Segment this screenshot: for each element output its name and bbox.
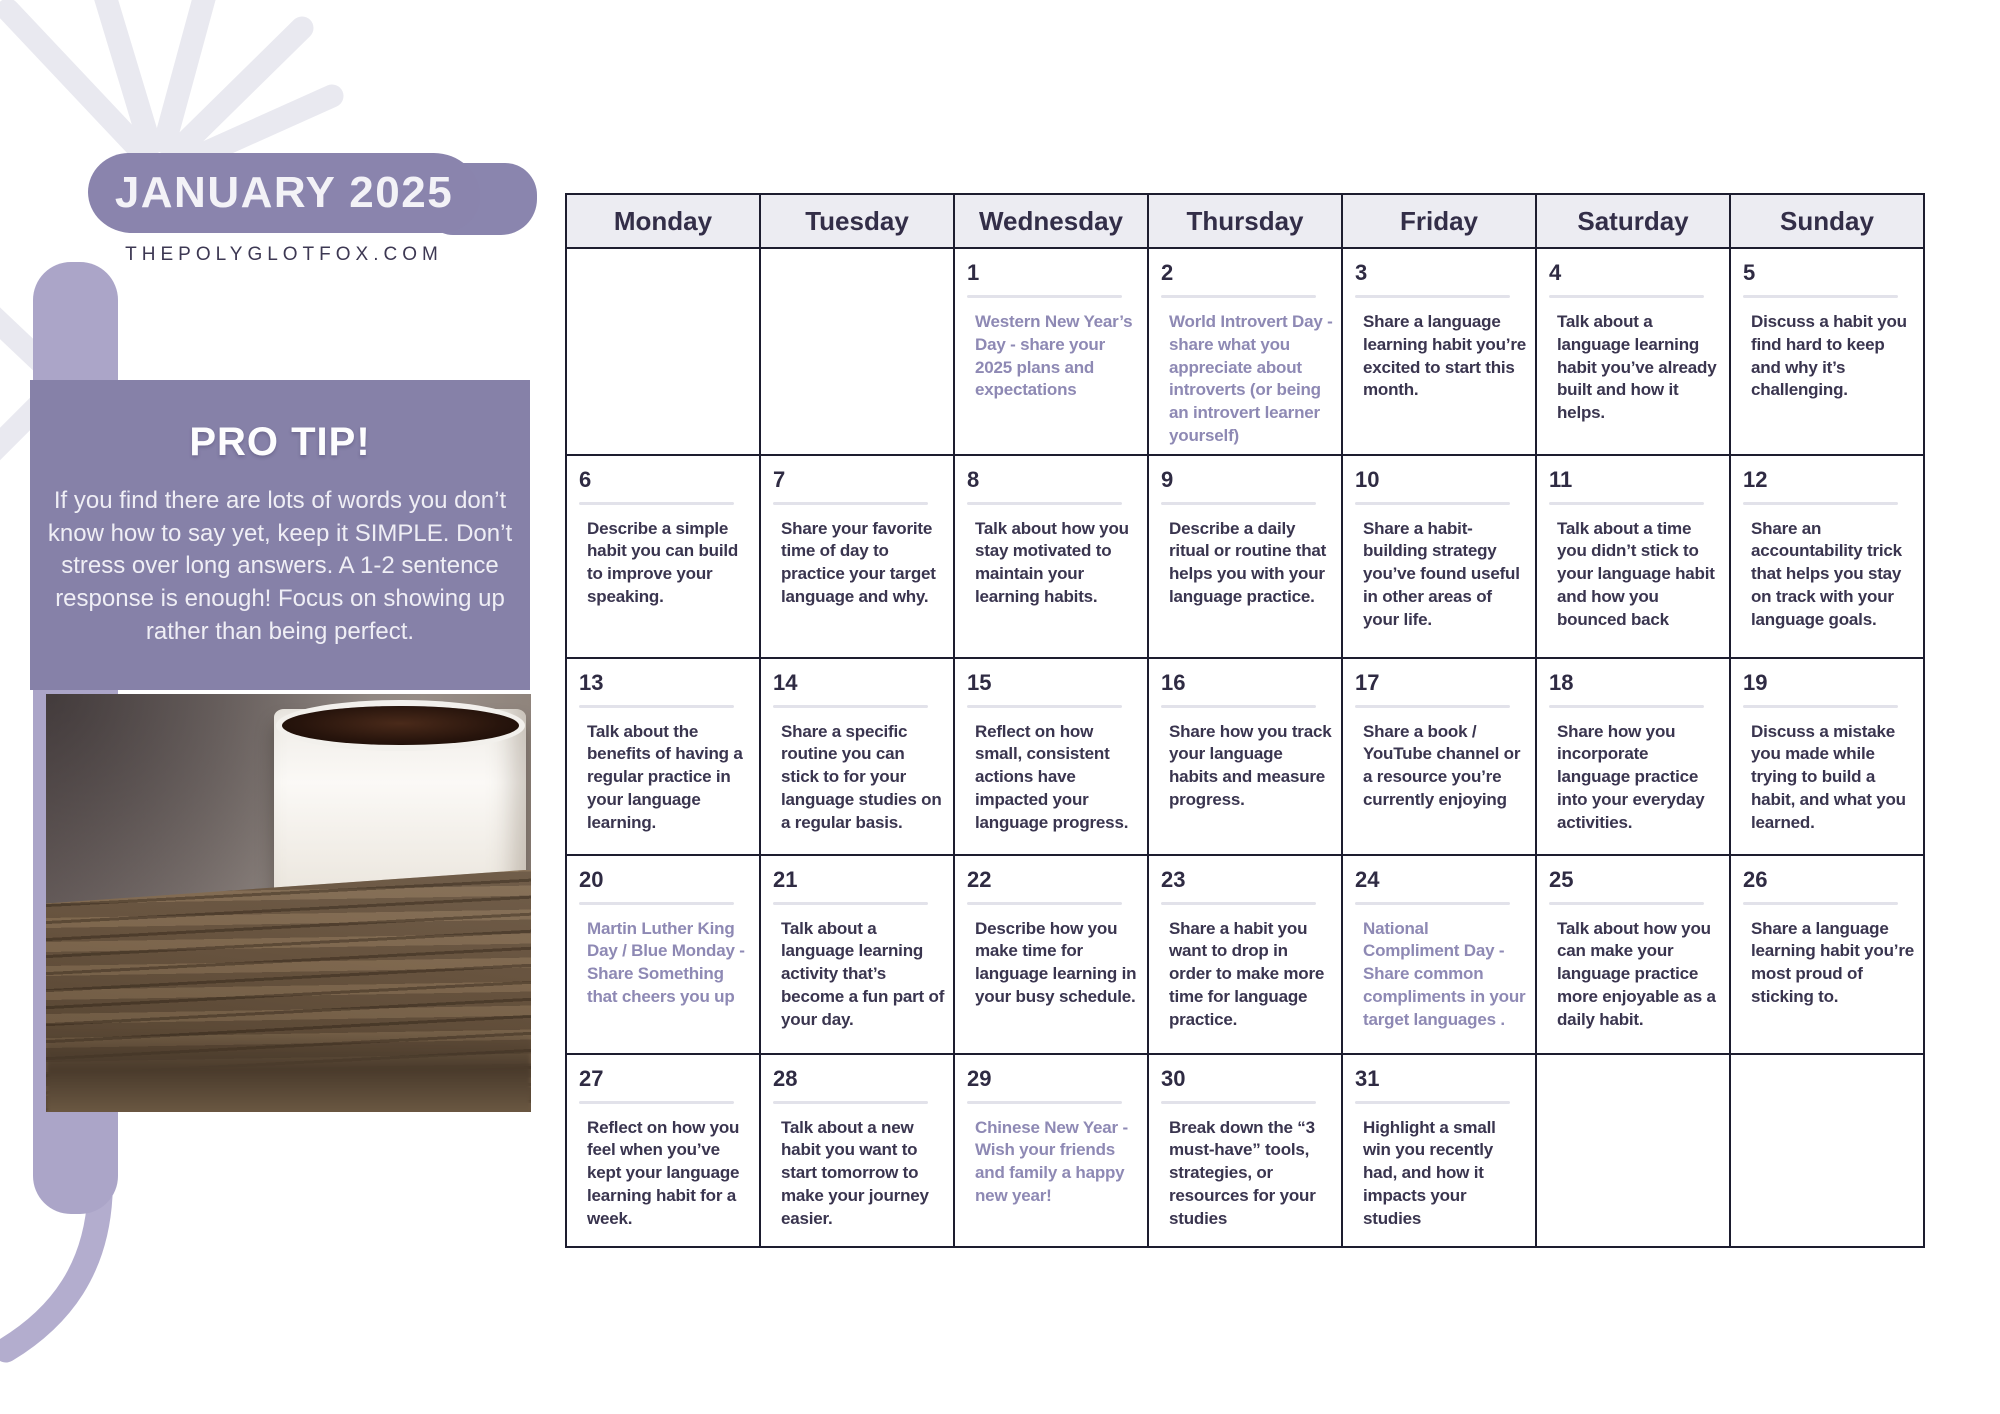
prompt-text: Chinese New Year - Wish your friends and family a happy new year!	[975, 1117, 1128, 1205]
prompt-text: Share a language learning habit you’re excited to start this month.	[1363, 312, 1526, 400]
calendar-cell-jan28	[760, 1054, 954, 1247]
pro-tip-body: If you find there are lots of words you don’t know how to say yet, keep it SIMPLE. Don’t stress over long answers. A 1-2 sentence response is enough! Focus on showing up rather than being perfect.	[47, 487, 513, 645]
calendar-cell-jan11	[1536, 455, 1730, 658]
prompt-text: Martin Luther King Day / Blue Monday - Share Something that cheers you up	[587, 918, 745, 1006]
date-divider	[579, 502, 734, 505]
date-divider	[1549, 502, 1704, 505]
date-divider	[967, 902, 1122, 905]
calendar-cell-jan18	[1536, 658, 1730, 855]
calendar-cell-jan6	[566, 455, 760, 658]
calendar-cell-jan21	[760, 855, 954, 1054]
calendar-cell-jan8	[954, 455, 1148, 658]
calendar-cell-jan15	[954, 658, 1148, 855]
date-divider	[1549, 295, 1704, 298]
date-number: 11	[1549, 466, 1573, 492]
date-divider	[1355, 502, 1510, 505]
date-divider	[1355, 902, 1510, 905]
day-header-row	[566, 194, 1924, 248]
prompt-text: Share a language learning habit you’re most proud of sticking to.	[1751, 918, 1914, 1006]
date-divider	[1161, 705, 1316, 708]
date-divider	[967, 705, 1122, 708]
calendar-cell-jan29	[954, 1054, 1148, 1247]
calendar-cell-jan27	[566, 1054, 760, 1247]
date-divider	[967, 502, 1122, 505]
date-number: 31	[1355, 1065, 1380, 1091]
prompt-text: Talk about a new habit you want to start tomorrow to make your journey easier.	[781, 1117, 929, 1228]
day-header-monday: Monday	[566, 194, 760, 248]
week-row	[566, 455, 1924, 658]
calendar-table	[565, 193, 1925, 1248]
day-header-sunday: Sunday	[1730, 194, 1924, 248]
prompt-text: Describe a simple habit you can build to improve your speaking.	[587, 518, 739, 606]
calendar-cell-jan9	[1148, 455, 1342, 658]
calendar-cell-jan31	[1342, 1054, 1536, 1247]
calendar-cell-jan1	[954, 248, 1148, 455]
prompt-text: Describe how you make time for language learning in your busy schedule.	[975, 918, 1137, 1006]
date-number: 17	[1355, 669, 1380, 695]
calendar-cell-jan30	[1148, 1054, 1342, 1247]
prompt-text: Western New Year’s Day - share your 2025 plans and expectations	[975, 312, 1133, 400]
date-divider	[967, 295, 1122, 298]
date-divider	[579, 902, 734, 905]
pro-tip-title: PRO TIP!	[189, 420, 371, 464]
prompt-text: Highlight a small win you recently had, and how it impacts your studies	[1363, 1117, 1496, 1228]
prompt-text: Share a book / YouTube channel or a resource you’re currently enjoying	[1363, 721, 1521, 809]
pro-tip-box	[30, 380, 530, 690]
month-badge	[88, 153, 480, 233]
curve-decoration	[6, 1196, 100, 1350]
date-divider	[1743, 705, 1898, 708]
date-divider	[1355, 295, 1510, 298]
calendar-cell-jan26	[1730, 855, 1924, 1054]
calendar-cell-empty	[1730, 1054, 1924, 1247]
date-number: 30	[1161, 1065, 1186, 1091]
prompt-text: Share a habit you want to drop in order to make more time for language practice.	[1169, 918, 1325, 1029]
prompt-text: National Compliment Day - Share common compliments in your target languages .	[1363, 918, 1526, 1029]
date-number: 2	[1161, 260, 1174, 285]
coffee-surface	[282, 706, 519, 745]
prompt-text: Discuss a habit you find hard to keep and why it’s challenging.	[1751, 312, 1907, 400]
date-divider	[1161, 1101, 1316, 1104]
date-number: 25	[1549, 866, 1574, 892]
calendar-cell-jan10	[1342, 455, 1536, 658]
date-number: 10	[1355, 466, 1380, 492]
date-number: 21	[773, 866, 798, 892]
coffee-photo	[46, 694, 531, 1112]
date-number: 19	[1743, 669, 1768, 695]
date-divider	[967, 1101, 1122, 1104]
calendar-cell-jan25	[1536, 855, 1730, 1054]
day-header-thursday: Thursday	[1148, 194, 1342, 248]
prompt-text: Share a specific routine you can stick to for your language studies on a regular basis.	[781, 721, 942, 832]
calendar-cell-jan22	[954, 855, 1148, 1054]
date-divider	[1549, 902, 1704, 905]
prompt-text: World Introvert Day - share what you appreciate about introverts (or being an introvert learner yourself)	[1169, 312, 1333, 445]
week-row	[566, 855, 1924, 1054]
date-number: 4	[1549, 260, 1562, 285]
date-divider	[1743, 502, 1898, 505]
calendar-cell-jan12	[1730, 455, 1924, 658]
wood-foreground	[46, 1032, 531, 1112]
calendar-cell-jan19	[1730, 658, 1924, 855]
month-title: JANUARY 2025	[114, 168, 454, 217]
date-divider	[1743, 295, 1898, 298]
week-row	[566, 1054, 1924, 1247]
calendar-cell-jan4	[1536, 248, 1730, 455]
prompt-text: Talk about a time you didn’t stick to your language habit and how you bounced back	[1557, 518, 1715, 629]
calendar-cell-jan20	[566, 855, 760, 1054]
date-number: 12	[1743, 466, 1768, 492]
week-row	[566, 658, 1924, 855]
date-divider	[579, 705, 734, 708]
date-divider	[1549, 705, 1704, 708]
week-row	[566, 248, 1924, 455]
calendar-cell-jan17	[1342, 658, 1536, 855]
date-divider	[773, 502, 928, 505]
prompt-text: Talk about how you can make your language practice more enjoyable as a daily habit.	[1557, 918, 1716, 1029]
date-number: 5	[1743, 260, 1756, 285]
date-number: 26	[1743, 866, 1768, 892]
day-header-friday: Friday	[1342, 194, 1536, 248]
calendar-cell-jan5	[1730, 248, 1924, 455]
date-number: 3	[1355, 260, 1368, 285]
prompt-text: Share how you track your language habits and measure progress.	[1169, 721, 1332, 809]
date-number: 28	[773, 1065, 798, 1091]
date-divider	[579, 1101, 734, 1104]
prompt-text: Reflect on how you feel when you’ve kept your language learning habit for a week.	[587, 1117, 740, 1228]
date-number: 14	[773, 669, 798, 695]
prompt-text: Describe a daily ritual or routine that helps you with your language practice.	[1169, 518, 1327, 606]
prompt-text: Share a habit-building strategy you’ve found useful in other areas of your life.	[1363, 518, 1520, 629]
website-text: THEPOLYGLOTFOX.COM	[125, 244, 443, 265]
date-divider	[1355, 1101, 1510, 1104]
date-number: 15	[967, 669, 992, 695]
calendar-cell-jan23	[1148, 855, 1342, 1054]
date-number: 7	[773, 466, 786, 492]
prompt-text: Talk about the benefits of having a regular practice in your language learning.	[587, 721, 743, 832]
calendar-cell-jan7	[760, 455, 954, 658]
calendar-cell-empty	[1536, 1054, 1730, 1247]
prompt-text: Break down the “3 must-have” tools, strategies, or resources for your studies	[1169, 1117, 1316, 1228]
calendar-cell-jan24	[1342, 855, 1536, 1054]
calendar-cell-empty	[760, 248, 954, 455]
date-divider	[773, 1101, 928, 1104]
calendar-cell-jan2	[1148, 248, 1342, 455]
date-number: 13	[579, 669, 604, 695]
date-number: 8	[967, 466, 980, 492]
date-divider	[773, 902, 928, 905]
prompt-text: Share how you incorporate language practice into your everyday activities.	[1557, 721, 1705, 832]
prompt-text: Share your favorite time of day to practice your target language and why.	[781, 518, 936, 606]
date-number: 9	[1161, 466, 1174, 492]
prompt-text: Talk about a language learning activity that’s become a fun part of your day.	[781, 918, 945, 1029]
date-number: 6	[579, 466, 592, 492]
date-number: 29	[967, 1065, 992, 1091]
prompt-text: Share an accountability trick that helps you stay on track with your language goals.	[1751, 518, 1902, 629]
day-header-saturday: Saturday	[1536, 194, 1730, 248]
date-divider	[1161, 295, 1316, 298]
day-header-tuesday: Tuesday	[760, 194, 954, 248]
day-header-wednesday: Wednesday	[954, 194, 1148, 248]
date-number: 16	[1161, 669, 1186, 695]
calendar-cell-jan13	[566, 658, 760, 855]
calendar-cell-jan3	[1342, 248, 1536, 455]
date-number: 20	[579, 866, 604, 892]
date-divider	[1743, 902, 1898, 905]
date-number: 23	[1161, 866, 1186, 892]
calendar-cell-jan16	[1148, 658, 1342, 855]
date-divider	[773, 705, 928, 708]
prompt-text: Talk about how you stay motivated to maintain your learning habits.	[975, 518, 1129, 606]
prompt-text: Talk about a language learning habit you’ve already built and how it helps.	[1557, 312, 1717, 423]
calendar-cell-empty	[566, 248, 760, 455]
date-number: 18	[1549, 669, 1574, 695]
date-number: 1	[967, 260, 980, 285]
prompt-text: Reflect on how small, consistent actions have impacted your language progress.	[975, 721, 1129, 832]
date-divider	[1355, 705, 1510, 708]
date-number: 22	[967, 866, 992, 892]
date-number: 27	[579, 1065, 604, 1091]
date-divider	[1161, 902, 1316, 905]
date-divider	[1161, 502, 1316, 505]
calendar-cell-jan14	[760, 658, 954, 855]
date-number: 24	[1355, 866, 1380, 892]
prompt-text: Discuss a mistake you made while trying to build a habit, and what you learned.	[1751, 721, 1906, 832]
